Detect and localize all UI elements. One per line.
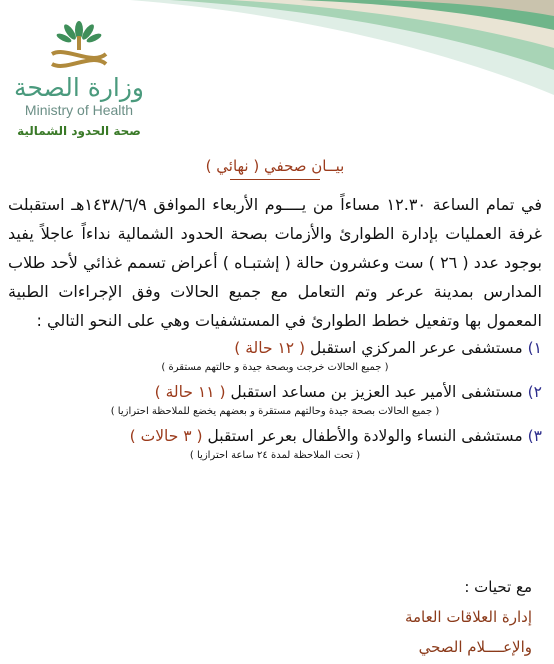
item-count: ( ١١ حالة ) xyxy=(154,383,226,401)
ministry-arabic-name: وزارة الصحة xyxy=(14,73,144,102)
signature-block xyxy=(352,572,532,662)
item-number: ٢) xyxy=(527,383,542,401)
item-number: ١) xyxy=(527,339,542,357)
ministry-english-name: Ministry of Health xyxy=(24,102,134,118)
main-paragraph: في تمام الساعة ١٢.٣٠ مساءاً من يــــوم الأربعاء الموافق ١٤٣٨/٦/٩هـ استقبلت غرفة العمليات بإدارة الطوارئ والأزمات بصحة الحدود الشمالية نداءاً عاجلاً يفيد بوجود عدد ( ٢٦ ) ست وعشرون حالة ( إشتبـاه ) أعراض تسمم غذائي لأحد طلاب المدارس بمدينة عرعر وتم التعامل مع جميع الحالات وفق الإجراءات الطبية المعمول بها وتفعيل خطط الطوارئ في المستشفيات وهي على النحو التالي : xyxy=(8,195,543,330)
list-item xyxy=(8,425,542,447)
item-count: ( ٣ حالات ) xyxy=(129,427,203,445)
item-text: مستشفى الأمير عبد العزيز بن مساعد استقبل xyxy=(230,383,523,401)
ministry-logo xyxy=(14,20,144,138)
saudi-emblem-icon xyxy=(44,20,114,72)
item-note: ( جميع الحالات بصحة جيدة وحالتهم مستقرة و بعضهم يخضع للملاحظة احترازيا ) xyxy=(110,406,440,417)
signature-media: والإعــــلام الصحي xyxy=(418,638,532,656)
item-count: ( ١٢ حالة ) xyxy=(234,339,306,357)
press-release xyxy=(8,155,542,469)
list-item xyxy=(8,337,542,359)
signature-department: إدارة العلاقات العامة xyxy=(404,608,532,626)
item-text: مستشفى عرعر المركزي استقبل xyxy=(310,339,523,357)
title-underline xyxy=(230,179,320,180)
document-title: بيــان صحفي ( نهائي ) xyxy=(205,157,345,175)
list-item xyxy=(8,381,542,403)
item-note: ( تحت الملاحظة لمدة ٢٤ ساعة احترازيا ) xyxy=(189,450,361,461)
item-text: مستشفى النساء والولادة والأطفال بعرعر استقبل xyxy=(207,427,523,445)
signature-greeting: مع تحيات : xyxy=(464,578,532,596)
item-note: ( جميع الحالات خرجت وبصحة جيدة و حالتهم مستقرة ) xyxy=(161,362,389,373)
item-number: ٣) xyxy=(527,427,542,445)
region-name: صحة الحدود الشمالية xyxy=(17,124,141,138)
